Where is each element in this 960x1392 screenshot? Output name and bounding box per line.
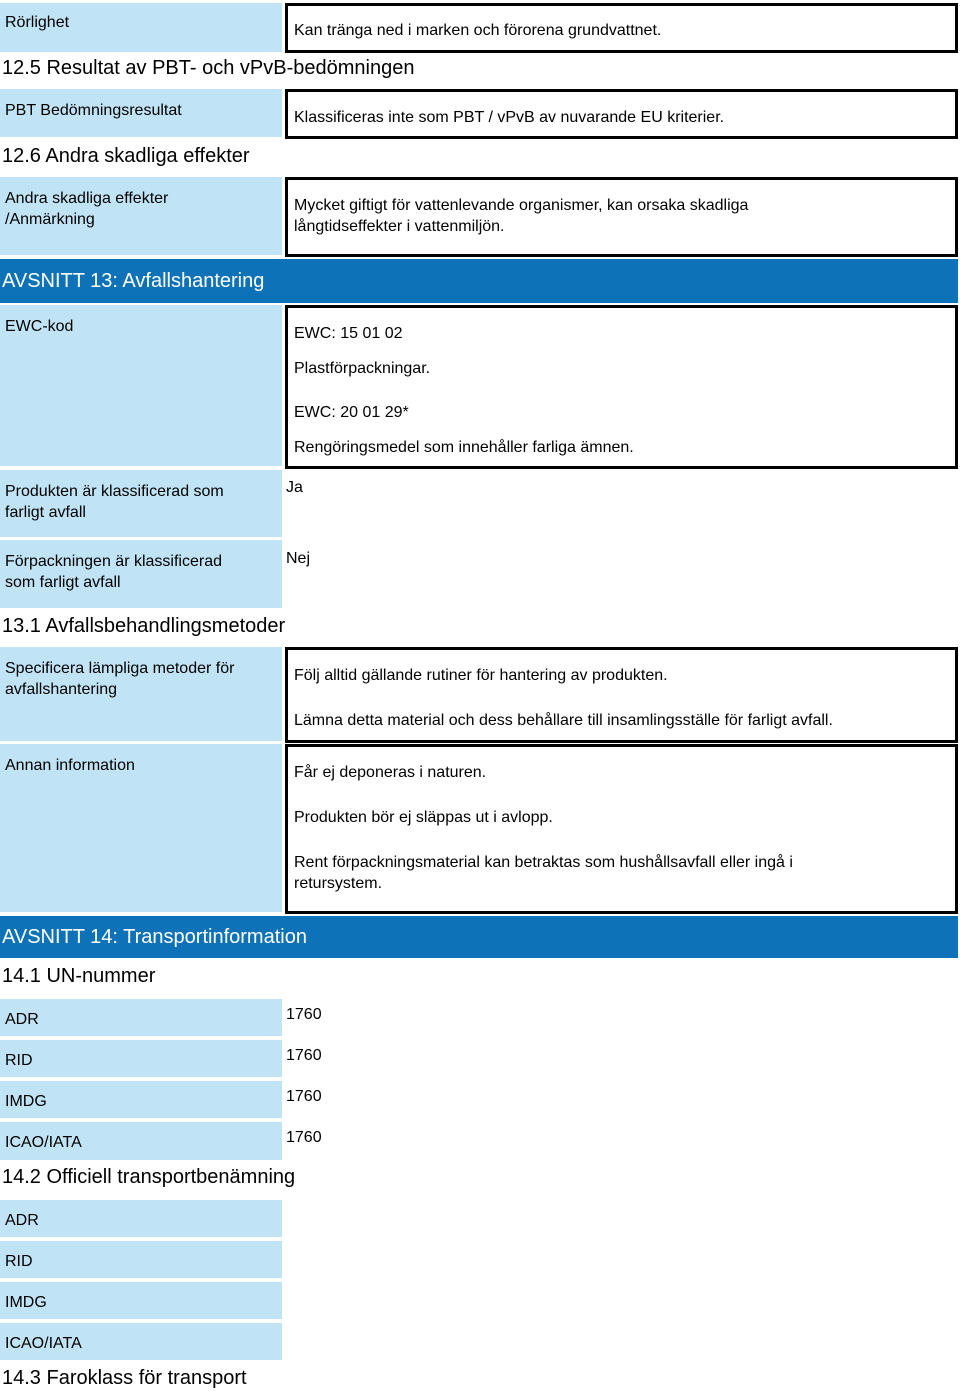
section-14-title: AVSNITT 14: Transportinformation xyxy=(2,926,307,948)
un-row-rid-label: RID xyxy=(0,1040,282,1077)
ewc-desc-2: Rengöringsmedel som innehåller farliga ämnen. xyxy=(294,439,634,456)
product-hazardous-label-line1: Produkten är klassificerad som xyxy=(5,483,224,500)
other-info-label-text: Annan information xyxy=(5,757,135,774)
other-effects-label xyxy=(0,177,282,255)
product-hazardous-value: Ja xyxy=(286,479,303,496)
ewc-code-1: EWC: 15 01 02 xyxy=(294,325,403,342)
other-effects-value-line2: långtidseffekter i vattenmiljön. xyxy=(294,218,505,235)
other-info-label xyxy=(0,744,282,912)
product-hazardous-label xyxy=(0,470,282,537)
packaging-hazardous-label xyxy=(0,540,282,608)
un-row-adr-value: 1760 xyxy=(286,1006,322,1023)
other-effects-heading: 12.6 Andra skadliga effekter xyxy=(2,145,250,167)
ewc-code-2: EWC: 20 01 29* xyxy=(294,404,409,421)
name-row-imdg-label: IMDG xyxy=(0,1282,282,1319)
other-effects-value xyxy=(285,177,958,257)
hazard-class-heading: 14.3 Faroklass för transport xyxy=(2,1367,247,1389)
pbt-label-text: PBT Bedömningsresultat xyxy=(5,102,182,119)
waste-methods-heading: 13.1 Avfallsbehandlingsmetoder xyxy=(2,615,286,637)
ewc-label xyxy=(0,305,282,466)
name-row-adr-label: ADR xyxy=(0,1200,282,1237)
mobility-label xyxy=(0,3,282,52)
transport-name-heading: 14.2 Officiell transportbenämning xyxy=(2,1166,296,1188)
pbt-value-text: Klassificeras inte som PBT / vPvB av nuvarande EU kriterier. xyxy=(294,109,725,126)
other-info-value-1: Får ej deponeras i naturen. xyxy=(294,764,487,781)
other-effects-label-line1: Andra skadliga effekter xyxy=(5,190,169,207)
section-13-band xyxy=(0,259,958,303)
section-14-band xyxy=(0,916,958,958)
other-info-value-2: Produkten bör ej släppas ut i avlopp. xyxy=(294,809,553,826)
un-number-heading: 14.1 UN-nummer xyxy=(2,965,156,987)
other-info-value-3-line2: retursystem. xyxy=(294,875,383,892)
waste-methods-value xyxy=(285,647,958,743)
packaging-hazardous-label-line2: som farligt avfall xyxy=(5,574,121,591)
un-row-imdg-label: IMDG xyxy=(0,1081,282,1118)
pbt-label xyxy=(0,89,282,137)
mobility-value-text: Kan tränga ned i marken och förorena grundvattnet. xyxy=(294,22,662,39)
other-info-value-3-line1: Rent förpackningsmaterial kan betraktas som hushållsavfall eller ingå i xyxy=(294,854,793,871)
section-13-title: AVSNITT 13: Avfallshantering xyxy=(2,270,265,292)
packaging-hazardous-label-line1: Förpackningen är klassificerad xyxy=(5,553,222,570)
pbt-value xyxy=(285,89,958,139)
mobility-value xyxy=(285,3,958,53)
waste-methods-label-line2: avfallshantering xyxy=(5,681,118,698)
product-hazardous-label-line2: farligt avfall xyxy=(5,504,86,521)
un-row-icao-value: 1760 xyxy=(286,1129,322,1146)
other-effects-label-line2: /Anmärkning xyxy=(5,211,95,228)
un-row-icao-label: ICAO/IATA xyxy=(0,1122,282,1160)
packaging-hazardous-value: Nej xyxy=(286,550,311,567)
other-effects-value-line1: Mycket giftigt för vattenlevande organismer, kan orsaka skadliga xyxy=(294,197,749,214)
un-row-imdg-value: 1760 xyxy=(286,1088,322,1105)
other-info-value xyxy=(285,744,958,914)
name-row-icao-label: ICAO/IATA xyxy=(0,1323,282,1360)
ewc-value xyxy=(285,305,958,469)
un-row-adr-label: ADR xyxy=(0,999,282,1036)
waste-methods-label xyxy=(0,647,282,741)
ewc-desc-1: Plastförpackningar. xyxy=(294,360,431,377)
waste-methods-value-1: Följ alltid gällande rutiner för hantering av produkten. xyxy=(294,667,668,684)
waste-methods-value-2: Lämna detta material och dess behållare till insamlingsställe för farligt avfall. xyxy=(294,712,833,729)
mobility-label-text: Rörlighet xyxy=(5,14,70,31)
pbt-heading: 12.5 Resultat av PBT- och vPvB-bedömningen xyxy=(2,57,415,79)
un-row-rid-value: 1760 xyxy=(286,1047,322,1064)
name-row-rid-label: RID xyxy=(0,1241,282,1278)
waste-methods-label-line1: Specificera lämpliga metoder för xyxy=(5,660,235,677)
ewc-label-text: EWC-kod xyxy=(5,318,74,335)
